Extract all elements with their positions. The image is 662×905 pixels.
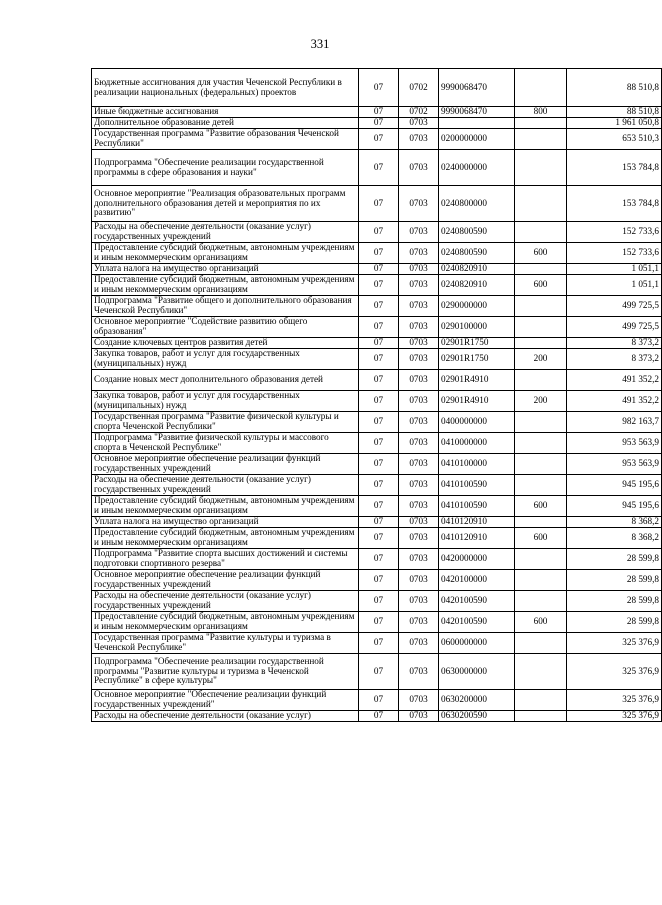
- row-expense-type-code: [515, 69, 567, 107]
- row-amount: 653 510,3: [567, 129, 662, 150]
- row-subsection-code: 0703: [399, 391, 439, 412]
- row-target-item-code: 0240800590: [439, 222, 515, 243]
- row-name: Закупка товаров, работ и услуг для государственных (муниципальных) нужд: [92, 349, 359, 370]
- row-amount: 1 961 050,8: [567, 118, 662, 129]
- row-expense-type-code: [515, 517, 567, 528]
- table-row: [92, 711, 662, 722]
- budget-table: [91, 68, 662, 722]
- row-expense-type-code: 600: [515, 528, 567, 549]
- row-target-item-code: 0630200000: [439, 690, 515, 711]
- row-name: Уплата налога на имущество организаций: [92, 264, 359, 275]
- row-expense-type-code: [515, 711, 567, 722]
- row-subsection-code: 0703: [399, 570, 439, 591]
- row-amount: 8 373,2: [567, 349, 662, 370]
- row-target-item-code: 0410120910: [439, 528, 515, 549]
- row-name: Закупка товаров, работ и услуг для государственных (муниципальных) нужд: [92, 391, 359, 412]
- row-target-item-code: [439, 118, 515, 129]
- row-name: Создание ключевых центров развития детей: [92, 338, 359, 349]
- table-row: [92, 475, 662, 496]
- row-expense-type-code: [515, 570, 567, 591]
- row-target-item-code: 0410120910: [439, 517, 515, 528]
- row-section-code: 07: [359, 433, 399, 454]
- row-name: Уплата налога на имущество организаций: [92, 517, 359, 528]
- row-subsection-code: 0703: [399, 317, 439, 338]
- row-amount: 88 510,8: [567, 69, 662, 107]
- row-amount: 325 376,9: [567, 633, 662, 654]
- row-name: Государственная программа "Развитие культуры и туризма в Чеченской Республике": [92, 633, 359, 654]
- row-target-item-code: 0420100590: [439, 612, 515, 633]
- row-expense-type-code: [515, 633, 567, 654]
- row-expense-type-code: [515, 654, 567, 690]
- row-section-code: 07: [359, 243, 399, 264]
- row-amount: 28 599,8: [567, 570, 662, 591]
- row-expense-type-code: 600: [515, 612, 567, 633]
- row-section-code: 07: [359, 690, 399, 711]
- row-target-item-code: 0290100000: [439, 317, 515, 338]
- page-number: 331: [310, 37, 330, 51]
- row-section-code: 07: [359, 69, 399, 107]
- table-row: [92, 296, 662, 317]
- row-target-item-code: 0400000000: [439, 412, 515, 433]
- row-name: Подпрограмма "Обеспечение реализации государственной программы в сфере образования и науки": [92, 150, 359, 186]
- row-target-item-code: 9990068470: [439, 107, 515, 118]
- table-row: [92, 370, 662, 391]
- row-subsection-code: 0703: [399, 612, 439, 633]
- row-expense-type-code: [515, 150, 567, 186]
- row-subsection-code: 0703: [399, 349, 439, 370]
- row-subsection-code: 0703: [399, 129, 439, 150]
- row-subsection-code: 0703: [399, 633, 439, 654]
- row-expense-type-code: 200: [515, 349, 567, 370]
- row-target-item-code: 0240800000: [439, 186, 515, 222]
- row-section-code: 07: [359, 186, 399, 222]
- table-row: [92, 186, 662, 222]
- row-amount: 491 352,2: [567, 370, 662, 391]
- row-section-code: 07: [359, 129, 399, 150]
- row-name: Основное мероприятие обеспечение реализации функций государственных учреждений: [92, 570, 359, 591]
- row-expense-type-code: 200: [515, 391, 567, 412]
- row-name: Основное мероприятие "Содействие развитию общего образования": [92, 317, 359, 338]
- row-target-item-code: 02901R1750: [439, 338, 515, 349]
- row-amount: 28 599,8: [567, 549, 662, 570]
- table-row: [92, 690, 662, 711]
- row-expense-type-code: 600: [515, 275, 567, 296]
- row-expense-type-code: 600: [515, 243, 567, 264]
- row-section-code: 07: [359, 264, 399, 275]
- table-row: [92, 496, 662, 517]
- row-section-code: 07: [359, 349, 399, 370]
- row-subsection-code: 0703: [399, 654, 439, 690]
- row-section-code: 07: [359, 517, 399, 528]
- row-section-code: 07: [359, 296, 399, 317]
- row-amount: 1 051,1: [567, 275, 662, 296]
- row-section-code: 07: [359, 549, 399, 570]
- table-row: [92, 549, 662, 570]
- row-section-code: 07: [359, 454, 399, 475]
- table-row: [92, 391, 662, 412]
- table-row: [92, 107, 662, 118]
- row-subsection-code: 0702: [399, 107, 439, 118]
- row-amount: 491 352,2: [567, 391, 662, 412]
- row-target-item-code: 0420100590: [439, 591, 515, 612]
- row-name: Создание новых мест дополнительного образования детей: [92, 370, 359, 391]
- row-subsection-code: 0703: [399, 370, 439, 391]
- table-row: [92, 633, 662, 654]
- row-section-code: 07: [359, 711, 399, 722]
- row-amount: 953 563,9: [567, 454, 662, 475]
- table-row: [92, 612, 662, 633]
- row-section-code: 07: [359, 275, 399, 296]
- row-expense-type-code: [515, 264, 567, 275]
- row-target-item-code: 0200000000: [439, 129, 515, 150]
- row-section-code: 07: [359, 222, 399, 243]
- table-row: [92, 338, 662, 349]
- row-subsection-code: 0703: [399, 296, 439, 317]
- row-amount: 325 376,9: [567, 654, 662, 690]
- row-amount: 28 599,8: [567, 591, 662, 612]
- row-section-code: 07: [359, 150, 399, 186]
- row-name: Государственная программа "Развитие физической культуры и спорта Чеченской Республики": [92, 412, 359, 433]
- row-name: Основное мероприятие "Реализация образовательных программ дополнительного образования детей и мероприятия по их развитию": [92, 186, 359, 222]
- row-name: Предоставление субсидий бюджетным, автономным учреждениям и иным некоммерческим организациям: [92, 496, 359, 517]
- row-amount: 28 599,8: [567, 612, 662, 633]
- table-row: [92, 654, 662, 690]
- table-row: [92, 517, 662, 528]
- row-target-item-code: 0630200590: [439, 711, 515, 722]
- row-expense-type-code: [515, 412, 567, 433]
- row-expense-type-code: [515, 186, 567, 222]
- row-subsection-code: 0703: [399, 264, 439, 275]
- row-target-item-code: 02901R1750: [439, 349, 515, 370]
- row-amount: 152 733,6: [567, 222, 662, 243]
- row-section-code: 07: [359, 633, 399, 654]
- row-amount: 153 784,8: [567, 186, 662, 222]
- row-amount: 152 733,6: [567, 243, 662, 264]
- row-name: Иные бюджетные ассигнования: [92, 107, 359, 118]
- row-subsection-code: 0703: [399, 433, 439, 454]
- row-amount: 325 376,9: [567, 690, 662, 711]
- row-subsection-code: 0703: [399, 150, 439, 186]
- row-amount: 499 725,5: [567, 317, 662, 338]
- row-name: Государственная программа "Развитие образования Чеченской Республики": [92, 129, 359, 150]
- row-expense-type-code: [515, 690, 567, 711]
- row-name: Подпрограмма "Развитие физической культуры и массового спорта в Чеченской Республике": [92, 433, 359, 454]
- row-target-item-code: 02901R4910: [439, 391, 515, 412]
- row-subsection-code: 0702: [399, 69, 439, 107]
- row-subsection-code: 0703: [399, 186, 439, 222]
- row-section-code: 07: [359, 118, 399, 129]
- row-expense-type-code: [515, 222, 567, 243]
- row-target-item-code: 0240820910: [439, 275, 515, 296]
- row-section-code: 07: [359, 570, 399, 591]
- row-amount: 88 510,8: [567, 107, 662, 118]
- table-row: [92, 69, 662, 107]
- row-target-item-code: 0240820910: [439, 264, 515, 275]
- row-section-code: 07: [359, 528, 399, 549]
- row-target-item-code: 0410100590: [439, 475, 515, 496]
- row-subsection-code: 0703: [399, 275, 439, 296]
- row-subsection-code: 0703: [399, 690, 439, 711]
- row-expense-type-code: [515, 454, 567, 475]
- table-row: [92, 349, 662, 370]
- row-target-item-code: 0420000000: [439, 549, 515, 570]
- row-subsection-code: 0703: [399, 549, 439, 570]
- row-amount: 325 376,9: [567, 711, 662, 722]
- row-target-item-code: 0630000000: [439, 654, 515, 690]
- row-section-code: 07: [359, 107, 399, 118]
- row-section-code: 07: [359, 612, 399, 633]
- row-subsection-code: 0703: [399, 517, 439, 528]
- row-name: Подпрограмма "Развитие общего и дополнительного образования Чеченской Республики": [92, 296, 359, 317]
- row-subsection-code: 0703: [399, 711, 439, 722]
- row-name: Основное мероприятие обеспечение реализации функций государственных учреждений: [92, 454, 359, 475]
- row-target-item-code: 02901R4910: [439, 370, 515, 391]
- row-name: Предоставление субсидий бюджетным, автономным учреждениям и иным некоммерческим организациям: [92, 528, 359, 549]
- row-expense-type-code: [515, 118, 567, 129]
- row-name: Расходы на обеспечение деятельности (оказание услуг) государственных учреждений: [92, 222, 359, 243]
- table-row: [92, 317, 662, 338]
- row-expense-type-code: [515, 475, 567, 496]
- row-subsection-code: 0703: [399, 412, 439, 433]
- row-section-code: 07: [359, 391, 399, 412]
- row-amount: 945 195,6: [567, 475, 662, 496]
- row-target-item-code: 0410100590: [439, 496, 515, 517]
- row-section-code: 07: [359, 591, 399, 612]
- row-expense-type-code: [515, 317, 567, 338]
- row-amount: 982 163,7: [567, 412, 662, 433]
- row-name: Предоставление субсидий бюджетным, автономным учреждениям и иным некоммерческим организациям: [92, 243, 359, 264]
- row-amount: 153 784,8: [567, 150, 662, 186]
- table-row: [92, 264, 662, 275]
- table-row: [92, 129, 662, 150]
- table-row: [92, 433, 662, 454]
- row-amount: 1 051,1: [567, 264, 662, 275]
- table-row: [92, 591, 662, 612]
- row-expense-type-code: [515, 129, 567, 150]
- row-target-item-code: 0240000000: [439, 150, 515, 186]
- row-target-item-code: 9990068470: [439, 69, 515, 107]
- row-section-code: 07: [359, 496, 399, 517]
- row-expense-type-code: [515, 370, 567, 391]
- row-expense-type-code: [515, 433, 567, 454]
- row-name: Предоставление субсидий бюджетным, автономным учреждениям и иным некоммерческим организациям: [92, 275, 359, 296]
- row-target-item-code: 0240800590: [439, 243, 515, 264]
- row-subsection-code: 0703: [399, 243, 439, 264]
- table-row: [92, 118, 662, 129]
- row-section-code: 07: [359, 338, 399, 349]
- row-expense-type-code: [515, 549, 567, 570]
- row-name: Расходы на обеспечение деятельности (оказание услуг): [92, 711, 359, 722]
- row-subsection-code: 0703: [399, 475, 439, 496]
- row-subsection-code: 0703: [399, 118, 439, 129]
- budget-table-body: [92, 69, 662, 722]
- row-section-code: 07: [359, 654, 399, 690]
- table-row: [92, 528, 662, 549]
- row-target-item-code: 0420100000: [439, 570, 515, 591]
- row-amount: 945 195,6: [567, 496, 662, 517]
- row-target-item-code: 0410000000: [439, 433, 515, 454]
- row-expense-type-code: [515, 296, 567, 317]
- row-expense-type-code: [515, 591, 567, 612]
- row-subsection-code: 0703: [399, 591, 439, 612]
- row-amount: 8 368,2: [567, 517, 662, 528]
- row-name: Расходы на обеспечение деятельности (оказание услуг) государственных учреждений: [92, 591, 359, 612]
- row-name: Подпрограмма "Развитие спорта высших достижений и системы подготовки спортивного резерва": [92, 549, 359, 570]
- row-expense-type-code: 600: [515, 496, 567, 517]
- row-target-item-code: 0290000000: [439, 296, 515, 317]
- row-target-item-code: 0600000000: [439, 633, 515, 654]
- row-section-code: 07: [359, 370, 399, 391]
- row-name: Расходы на обеспечение деятельности (оказание услуг) государственных учреждений: [92, 475, 359, 496]
- table-row: [92, 570, 662, 591]
- row-amount: 499 725,5: [567, 296, 662, 317]
- row-name: Предоставление субсидий бюджетным, автономным учреждениям и иным некоммерческим организациям: [92, 612, 359, 633]
- row-amount: 8 368,2: [567, 528, 662, 549]
- row-amount: 8 373,2: [567, 338, 662, 349]
- row-subsection-code: 0703: [399, 528, 439, 549]
- table-row: [92, 150, 662, 186]
- row-subsection-code: 0703: [399, 454, 439, 475]
- table-row: [92, 243, 662, 264]
- row-section-code: 07: [359, 412, 399, 433]
- row-expense-type-code: 800: [515, 107, 567, 118]
- table-row: [92, 275, 662, 296]
- row-name: Основное мероприятие "Обеспечение реализации функций государственных учреждений": [92, 690, 359, 711]
- row-expense-type-code: [515, 338, 567, 349]
- row-section-code: 07: [359, 475, 399, 496]
- row-name: Дополнительное образование детей: [92, 118, 359, 129]
- row-subsection-code: 0703: [399, 338, 439, 349]
- row-target-item-code: 0410100000: [439, 454, 515, 475]
- table-row: [92, 222, 662, 243]
- row-name: Бюджетные ассигнования для участия Чеченской Республики в реализации национальных (федеральных) проектов: [92, 69, 359, 107]
- row-amount: 953 563,9: [567, 433, 662, 454]
- table-row: [92, 454, 662, 475]
- row-subsection-code: 0703: [399, 496, 439, 517]
- row-section-code: 07: [359, 317, 399, 338]
- row-name: Подпрограмма "Обеспечение реализации государственной программы "Развитие культуры и туризма в Чеченской Республике" в сфере культуры": [92, 654, 359, 690]
- table-row: [92, 412, 662, 433]
- row-subsection-code: 0703: [399, 222, 439, 243]
